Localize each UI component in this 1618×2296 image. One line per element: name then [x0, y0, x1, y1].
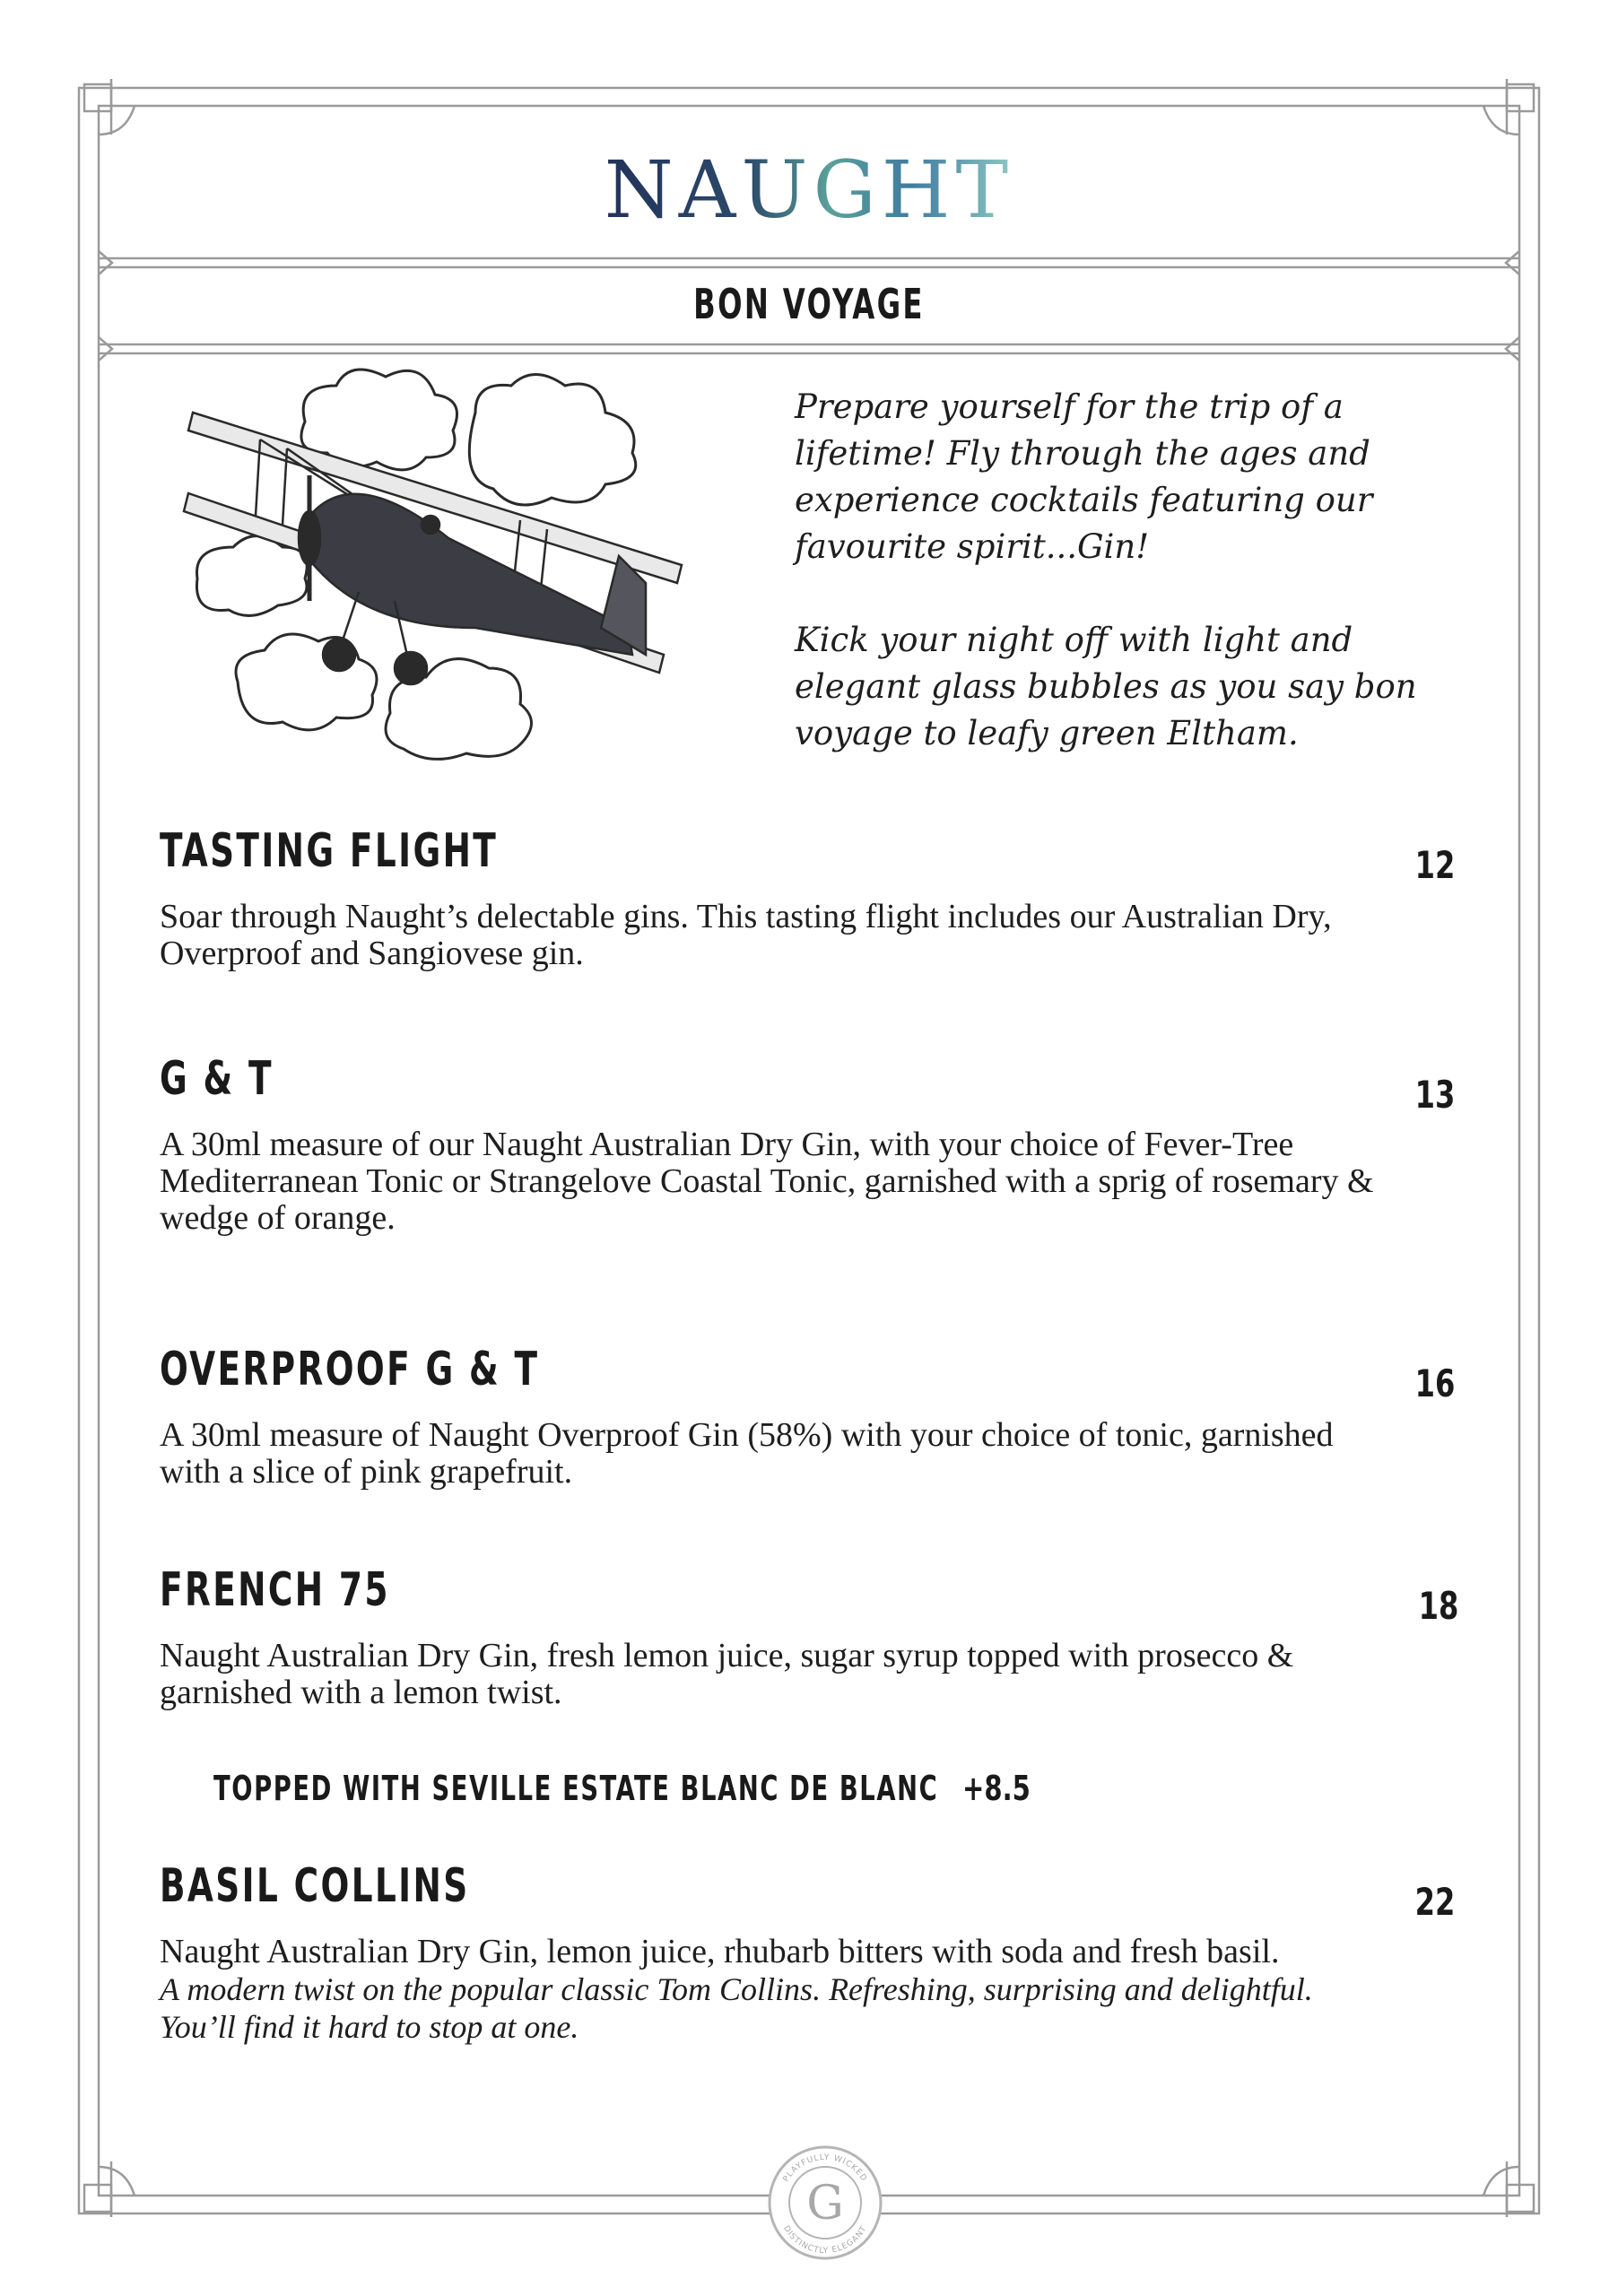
- menu-item-overproof-g-and-t: [160, 1342, 1415, 1491]
- seal-text-top: PLAYFULLY WICKED: [781, 2152, 869, 2184]
- menu-item-note: A modern twist on the popular classic Tom Collins. Refreshing, surprising and delightful. You’ll find it hard to stop at one.: [160, 1971, 1313, 2045]
- menu-item-name: FRENCH 75: [160, 1563, 390, 1617]
- biplane-illustration: [179, 359, 726, 762]
- cloud-icon: [236, 634, 377, 730]
- section-title: BON VOYAGE: [693, 280, 925, 328]
- intro-text: [795, 384, 1440, 804]
- menu-item-basil-collins: [160, 1858, 1415, 2046]
- menu-item-price: 13: [1414, 1073, 1456, 1117]
- brand-wordmark: NAUGHT: [604, 144, 1014, 236]
- menu-item-description: A 30ml measure of our Naught Australian Dry Gin, with your choice of Fever-Tree Mediterranean Tonic or Strangelove Coastal Tonic, garnished with a sprig of rosemary & wedge of orange.: [160, 1126, 1374, 1237]
- seal-text-bottom: DISTINCTLY ELEGANT: [781, 2224, 869, 2257]
- menu-item-price: 12: [1414, 843, 1456, 887]
- menu-item-description: A 30ml measure of Naught Overproof Gin (58%) with your choice of tonic, garnished with a slice of pink grapefruit.: [160, 1416, 1334, 1491]
- intro-paragraph: Prepare yourself for the trip of a lifetime! Fly through the ages and experience cocktails featuring our favourite spirit...Gin!: [795, 387, 1373, 566]
- menu-item-name: BASIL COLLINS: [160, 1859, 470, 1913]
- menu-item-g-and-t: [160, 1051, 1415, 1237]
- menu-item-description: Naught Australian Dry Gin, lemon juice, rhubarb bitters with soda and fresh basil.: [160, 1933, 1280, 1970]
- menu-item-name: TASTING FLIGHT: [160, 824, 499, 878]
- menu-item-price: 16: [1414, 1361, 1456, 1405]
- menu-item-price: 18: [1418, 1584, 1459, 1628]
- menu-item-addon: [213, 1769, 1110, 1813]
- brand-seal-icon: [764, 2142, 886, 2264]
- intro-paragraph: Kick your night off with light and elegant glass bubbles as you say bon voyage to leafy green Eltham.: [795, 621, 1417, 752]
- menu-item-tasting-flight: [160, 823, 1415, 972]
- menu-item-description: Naught Australian Dry Gin, fresh lemon juice, sugar syrup topped with prosecco & garnished with a lemon twist.: [160, 1637, 1294, 1711]
- addon-price: +8.5: [962, 1769, 1031, 1808]
- menu-item-name: OVERPROOF G & T: [160, 1343, 540, 1396]
- menu-item-french-75: [160, 1562, 1415, 1711]
- addon-label: TOPPED WITH SEVILLE ESTATE BLANC DE BLANC: [213, 1769, 939, 1808]
- menu-item-name: G & T: [160, 1052, 274, 1106]
- seal-monogram: G: [806, 2177, 844, 2231]
- menu-item-price: 22: [1414, 1880, 1456, 1924]
- cloud-icon: [469, 375, 635, 506]
- brand-logo: [0, 144, 1618, 236]
- menu-item-description: Soar through Naught’s delectable gins. This tasting flight includes our Australian Dry, Overproof and Sangiovese gin.: [160, 898, 1332, 972]
